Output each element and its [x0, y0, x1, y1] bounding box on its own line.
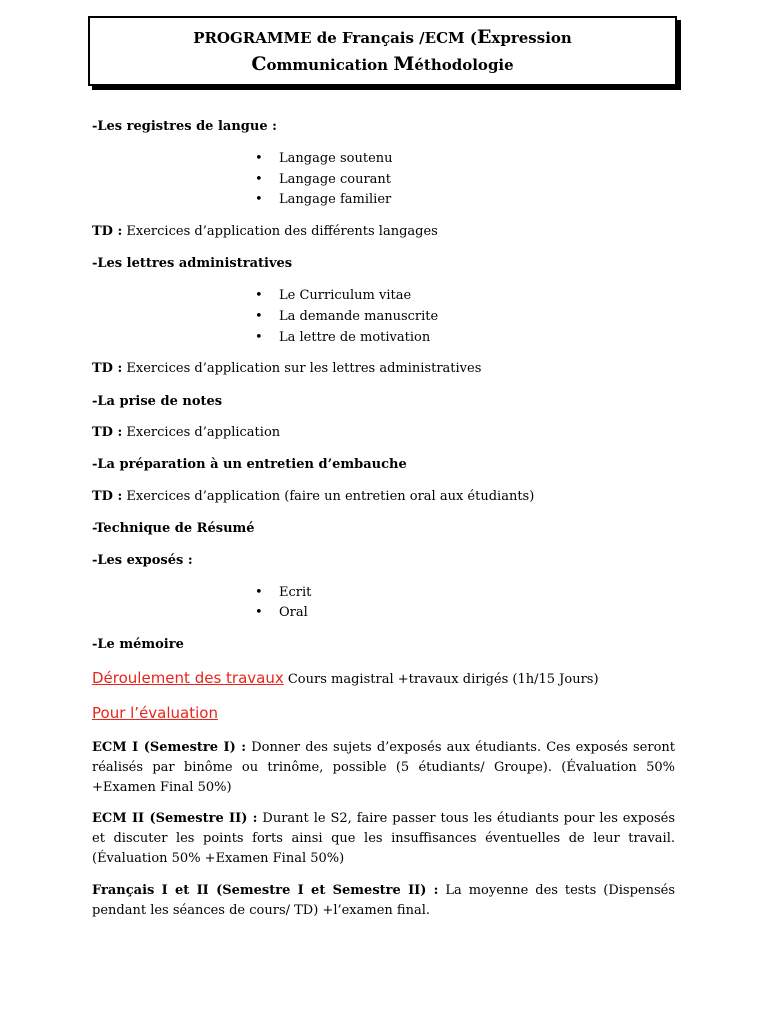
list-item: • Oral — [255, 605, 308, 620]
list-item: • Ecrit — [255, 585, 312, 600]
evaluation-heading-row — [92, 704, 218, 722]
heading-lettres: -Les lettres administratives — [92, 256, 293, 271]
td-line: TD : Exercices d’application (faire un entretien oral aux étudiants) — [92, 489, 535, 504]
list-item: • Langage courant — [255, 172, 392, 187]
td-line: TD : Exercices d’application sur les lettres administratives — [92, 361, 482, 376]
list-item: • La lettre de motivation — [255, 330, 431, 345]
heading-memoire: -Le mémoire — [92, 637, 184, 652]
evaluation-heading: Pour l’évaluation — [92, 704, 218, 722]
title-line-1: PROGRAMME de Français /ECM (Expression — [193, 26, 572, 48]
list-item: • Langage familier — [255, 192, 392, 207]
list-item: • Le Curriculum vitae — [255, 288, 412, 303]
list-item: • Langage soutenu — [255, 151, 393, 166]
td-line: TD : Exercices d’application — [92, 425, 281, 440]
deroulement-heading: Déroulement des travaux — [92, 669, 284, 687]
ecm2-paragraph: ECM II (Semestre II) : Durant le S2, faire passer tous les étudiants pour les exposés et discuter les points forts ainsi que les insuffisances éventuelles de leur travail. (Évaluation 50% +Examen Final 50%) — [92, 811, 676, 866]
francais-paragraph: Français I et II (Semestre I et Semestre II) : La moyenne des tests (Dispensés pendant les séances de cours/ TD) +l’examen final. — [92, 883, 675, 918]
heading-notes: -La prise de notes — [92, 394, 223, 409]
heading-resume: -Technique de Résumé — [92, 521, 255, 536]
heading-exposes: -Les exposés : — [92, 553, 193, 568]
heading-entretien: -La préparation à un entretien d’embauche — [92, 457, 407, 472]
deroulement-line: Déroulement des travaux Cours magistral +travaux dirigés (1h/15 Jours) — [92, 669, 599, 687]
ecm1-paragraph: ECM I (Semestre I) : Donner des sujets d’exposés aux étudiants. Ces exposés seront réalisés par binôme ou trinôme, possible (5 étudiants/ Groupe). (Évaluation 50% +Examen Final 50%) — [92, 740, 675, 795]
list-item: • La demande manuscrite — [255, 309, 439, 324]
title-line-2: Communication Méthodologie — [251, 53, 514, 75]
page-title-box — [88, 16, 677, 86]
heading-registres: -Les registres de langue : — [92, 119, 277, 134]
td-line: TD : Exercices d’application des différents langages — [92, 224, 438, 239]
